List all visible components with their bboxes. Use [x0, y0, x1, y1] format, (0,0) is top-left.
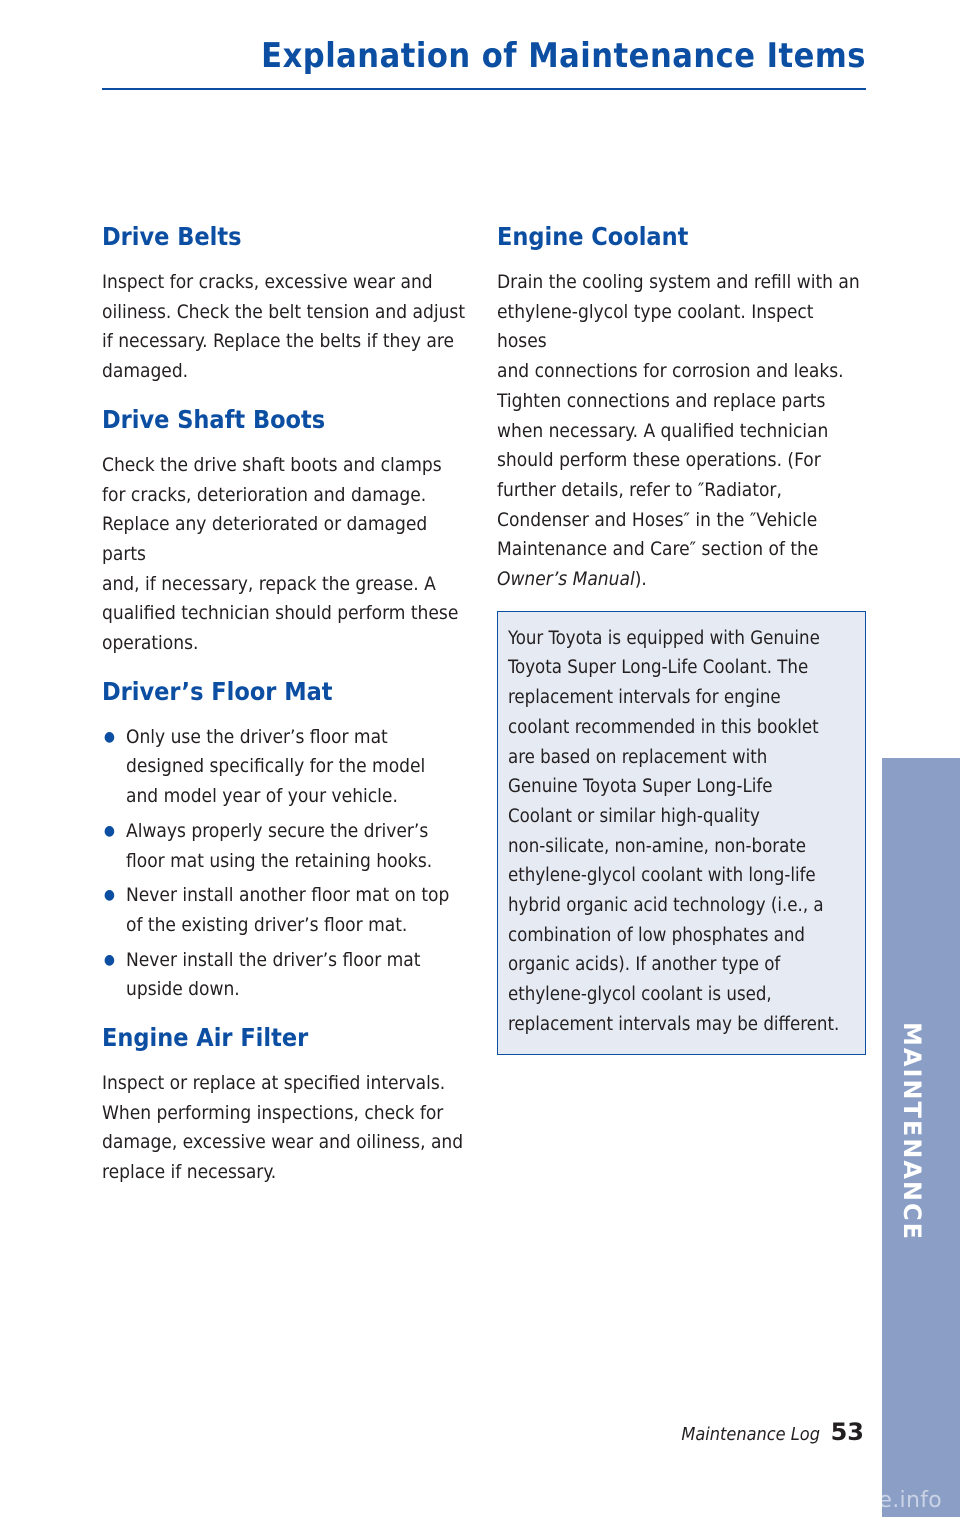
- bullet-dot-icon: ●: [104, 728, 115, 745]
- footer-label: Maintenance Log: [681, 1424, 820, 1445]
- bullet-item: [102, 817, 472, 876]
- heading-drivers-floor-mat: Driver’s Floor Mat: [102, 676, 333, 706]
- section-engine-coolant: [497, 220, 866, 595]
- bullet-text: Always properly secure the driver’s floor mat using the retaining hooks.: [126, 819, 433, 872]
- bullet-dot-icon: ●: [104, 951, 115, 968]
- page-title: Explanation of Maintenance Items: [261, 36, 866, 76]
- right-column: [497, 220, 866, 1055]
- heading-drive-shaft-boots: Drive Shaft Boots: [102, 404, 326, 434]
- coolant-text-tail: ).: [634, 568, 647, 591]
- bullet-item: [102, 723, 472, 812]
- bullet-item: [102, 946, 472, 1005]
- section-drive-shaft-boots: [102, 403, 472, 659]
- section-engine-air-filter: [102, 1021, 472, 1188]
- heading-drive-belts: Drive Belts: [102, 222, 242, 251]
- bullet-text: Only use the driver’s floor mat designed specifically for the model and model year of your vehicle.: [126, 725, 426, 808]
- bullet-dot-icon: ●: [104, 822, 115, 839]
- paragraph-drive-shaft-boots: Check the drive shaft boots and clamps for cracks, deterioration and damage. Replace any deteriorated or damaged parts and, if necessary, repack the grease. A qualified technician should perform these operations.: [102, 453, 459, 655]
- bullet-item: [102, 881, 472, 940]
- heading-engine-air-filter: Engine Air Filter: [102, 1023, 309, 1053]
- side-tab-label: MAINTENANCE: [898, 1022, 926, 1241]
- paragraph-engine-air-filter: Inspect or replace at specified intervals. When performing inspections, check for damage, excessive wear and oiliness, and replace if necessary.: [102, 1072, 464, 1184]
- floor-mat-bullets: [102, 723, 472, 1005]
- coolant-note-text: Your Toyota is equipped with Genuine Toyota Super Long-Life Coolant. The replacement intervals for engine coolant recommended in this booklet are based on replacement with Genuine Toyota Super Long-Life Coolant or similar high-quality non-silicate, non-amine, non-borate ethylene-glycol coolant with long-life hybrid organic acid technology (i.e., a combination of low phosphates and organic acids). If another type of ethylene-glycol coolant is used, replacement intervals may be different.: [508, 627, 840, 1035]
- watermark: carmanualsonline.info: [692, 1488, 942, 1513]
- coolant-text: Drain the cooling system and refill with an ethylene-glycol type coolant. Inspect hoses and connections for corrosion and leaks. Tighten connections and replace parts when necessary. A qualified technician should perform these operations. (For further details, refer to ″Radiator, Condenser and Hoses″ in the ″Vehicle Maintenance and Care″ section of the: [497, 271, 860, 561]
- page-number: 53: [830, 1418, 864, 1446]
- owners-manual-ref: Owner’s Manual: [497, 568, 635, 591]
- bullet-dot-icon: ●: [104, 887, 115, 904]
- bullet-text: Never install another floor mat on top of the existing driver’s floor mat.: [126, 884, 450, 936]
- bullet-text: Never install the driver’s floor mat upside down.: [126, 948, 421, 1001]
- heading-engine-coolant: Engine Coolant: [497, 222, 689, 251]
- header-rule: [102, 88, 866, 90]
- section-drive-belts: [102, 220, 472, 387]
- paragraph-engine-coolant: [497, 268, 866, 595]
- paragraph-drive-belts: Inspect for cracks, excessive wear and oiliness. Check the belt tension and adjust if necessary. Replace the belts if they are damaged.: [102, 271, 466, 383]
- left-column: [102, 220, 472, 1204]
- coolant-note-box: [497, 611, 866, 1055]
- section-drivers-floor-mat: [102, 675, 472, 1005]
